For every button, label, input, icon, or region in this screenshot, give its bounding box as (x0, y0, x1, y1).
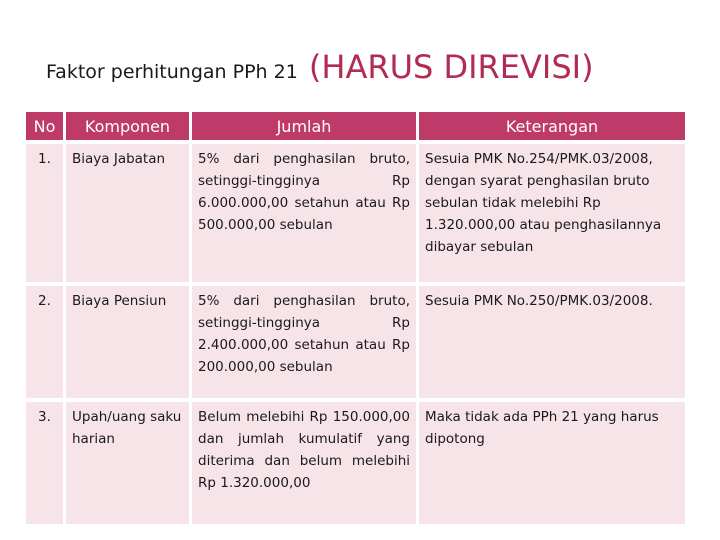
table-header-row (26, 112, 685, 140)
faktor-table (26, 108, 685, 528)
header-keterangan: Keterangan (419, 112, 685, 140)
table-row (26, 144, 685, 282)
cell-no: 3. (26, 402, 66, 524)
cell-keterangan: Sesuia PMK No.254/PMK.03/2008, dengan syarat penghasilan bruto sebulan tidak melebihi Rp 1.320.000,00 atau penghasilannya dibayar sebulan (419, 144, 685, 282)
table-row (26, 286, 685, 398)
header-jumlah: Jumlah (192, 112, 419, 140)
header-komponen: Komponen (66, 112, 192, 140)
header-no: No (26, 112, 66, 140)
cell-komponen: Upah/uang saku harian (66, 402, 192, 524)
cell-komponen: Biaya Jabatan (66, 144, 192, 282)
table-row (26, 402, 685, 524)
cell-komponen: Biaya Pensiun (66, 286, 192, 398)
cell-jumlah: Belum melebihi Rp 150.000,00 dan jumlah kumulatif yang diterima dan belum melebihi Rp 1.320.000,00 (192, 402, 419, 524)
cell-jumlah: 5% dari penghasilan bruto, setinggi-tingginya Rp 2.400.000,00 setahun atau Rp 200.000,00 sebulan (192, 286, 419, 398)
title-main: Faktor perhitungan PPh 21 (46, 61, 298, 83)
page-title (46, 48, 594, 86)
cell-no: 2. (26, 286, 66, 398)
cell-keterangan: Maka tidak ada PPh 21 yang harus dipotong (419, 402, 685, 524)
cell-no: 1. (26, 144, 66, 282)
cell-keterangan: Sesuia PMK No.250/PMK.03/2008. (419, 286, 685, 398)
title-emphasis: (HARUS DIREVISI) (308, 48, 594, 86)
cell-jumlah: 5% dari penghasilan bruto, setinggi-tingginya Rp 6.000.000,00 setahun atau Rp 500.000,00 sebulan (192, 144, 419, 282)
